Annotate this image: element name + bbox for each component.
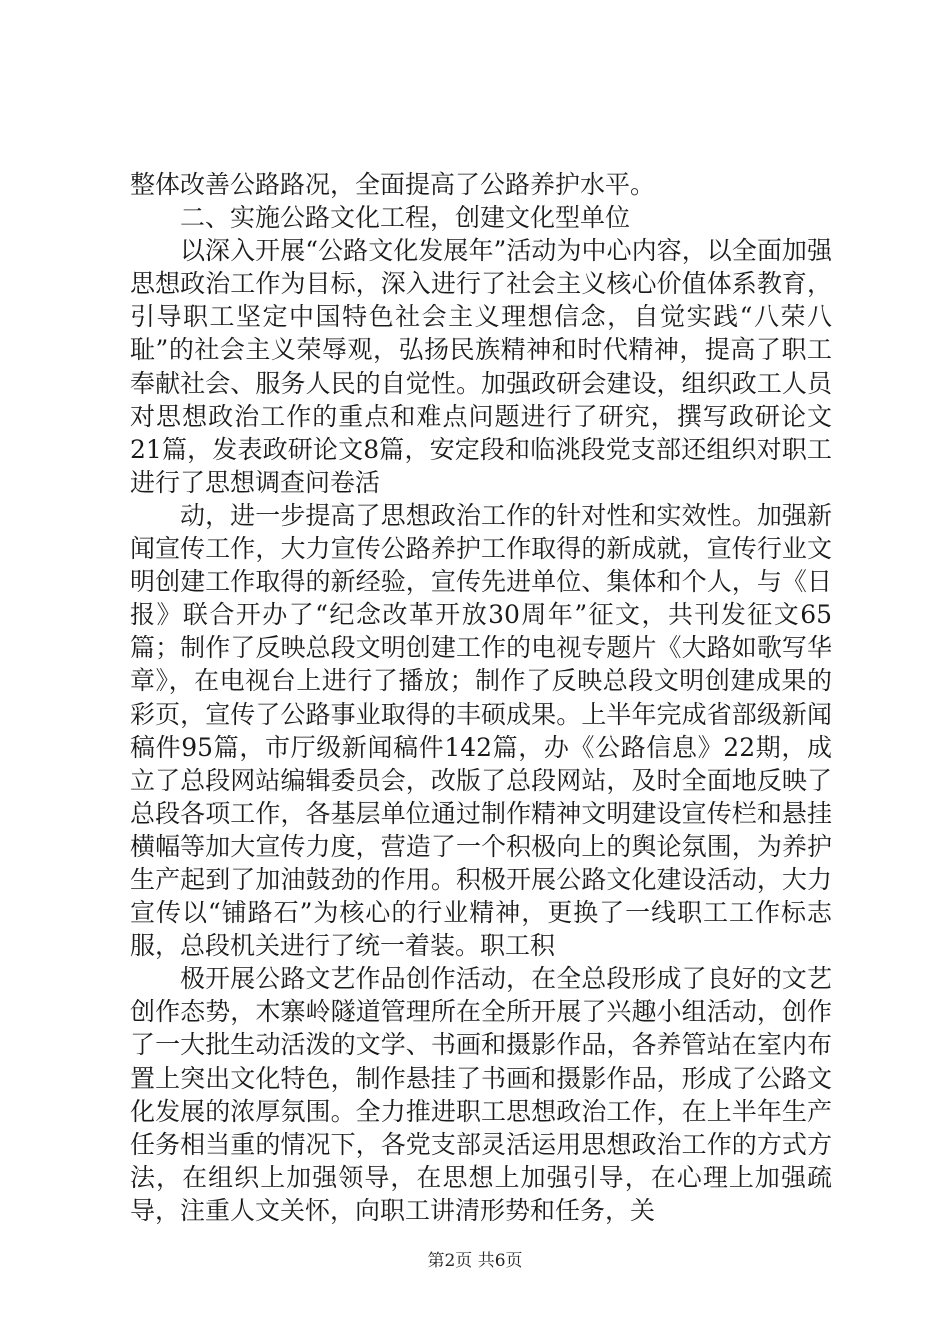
document-body	[130, 168, 832, 1227]
paragraph-body: 动，进一步提高了思想政治工作的针对性和实效性。加强新闻宣传工作，大力宣传公路养护工作取得的新成就，宣传行业文明创建工作取得的新经验，宣传先进单位、集体和个人，与《日报》联合开办了“纪念改革开放30周年”征文，共刊发征文65篇；制作了反映总段文明创建工作的电视专题片《大路如歌写华章》，在电视台上进行了播放；制作了反映总段文明创建成果的彩页，宣传了公路事业取得的丰硕成果。上半年完成省部级新闻稿件95篇，市厅级新闻稿件142篇，办《公路信息》22期，成立了总段网站编辑委员会，改版了总段网站，及时全面地反映了总段各项工作，各基层单位通过制作精神文明建设宣传栏和悬挂横幅等加大宣传力度，营造了一个积极向上的舆论氛围，为养护生产起到了加油鼓劲的作用。积极开展公路文化建设活动，大力宣传以“铺路石”为核心的行业精神，更换了一线职工工作标志服，总段机关进行了统一着装。职工积	[130, 500, 832, 961]
paragraph-body: 以深入开展“公路文化发展年”活动为中心内容，以全面加强思想政治工作为目标，深入进行了社会主义核心价值体系教育，引导职工坚定中国特色社会主义理想信念，自觉实践“八荣八耻”的社会主义荣辱观，弘扬民族精神和时代精神，提高了职工奉献社会、服务人民的自觉性。加强政研会建设，组织政工人员对思想政治工作的重点和难点问题进行了研究，撰写政研论文21篇，发表政研论文8篇，安定段和临洮段党支部还组织对职工进行了思想调查问卷活	[130, 236, 832, 497]
section-heading: 二、实施公路文化工程，创建文化型单位	[180, 203, 631, 233]
paragraph-continuation: 整体改善公路路况，全面提高了公路养护水平。	[130, 170, 656, 199]
page-number-footer: 第2页 共6页	[427, 1251, 523, 1271]
paragraph-body: 极开展公路文艺作品创作活动，在全总段形成了良好的文艺创作态势，木寨岭隧道管理所在全所开展了兴趣小组活动，创作了一大批生动活泼的文学、书画和摄影作品，各养管站在室内布置上突出文化特色，制作悬挂了书画和摄影作品，形成了公路文化发展的浓厚氛围。全力推进职工思想政治工作，在上半年生产任务相当重的情况下，各党支部灵活运用思想政治工作的方式方法，在组织上加强领导，在思想上加强引导，在心理上加强疏导，注重人文关怀，向职工讲清形势和任务，关	[130, 964, 832, 1225]
